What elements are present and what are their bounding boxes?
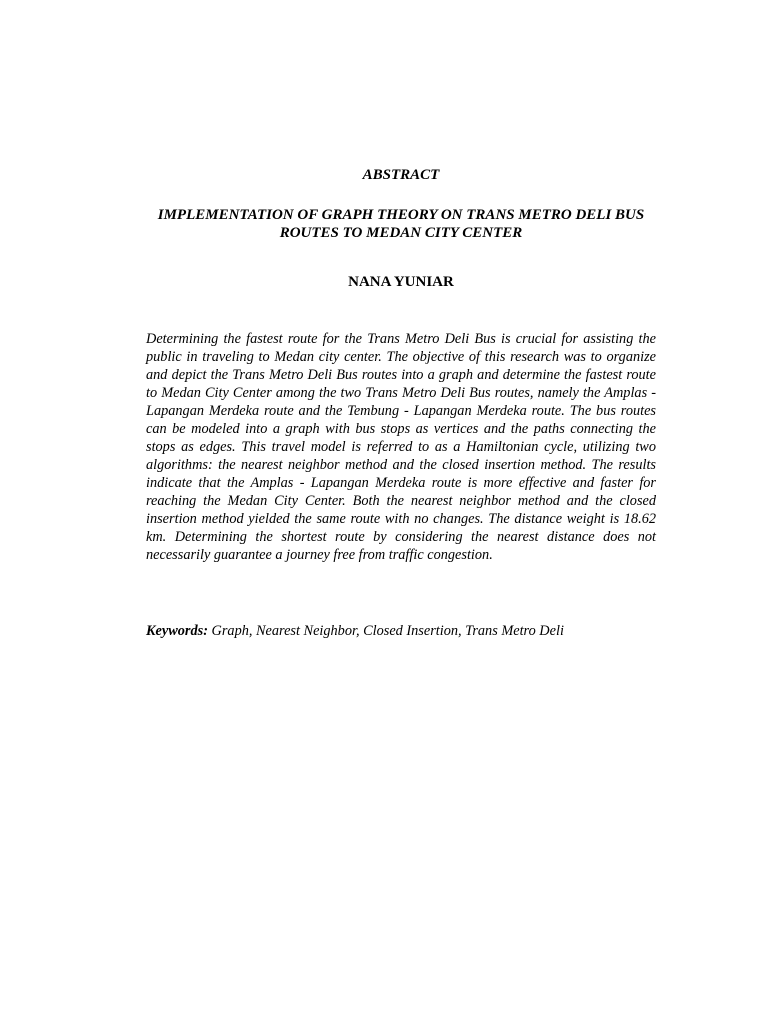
abstract-body: Determining the fastest route for the Trans Metro Deli Bus is crucial for assisting the public in traveling to Medan city center. The objective of this research was to organize and depict the Trans Metro Deli Bus routes into a graph and determine the fastest route to Medan City Center among the two Trans Metro Deli Bus routes, namely the Amplas - Lapangan Merdeka route and the Tembung - Lapangan Merdeka route. The bus routes can be modeled into a graph with bus stops as vertices and the paths connecting the stops as edges. This travel model is referred to as a Hamiltonian cycle, utilizing two algorithms: the nearest neighbor method and the closed insertion method. The results indicate that the Amplas - Lapangan Merdeka route is more effective and faster for reaching the Medan City Center. Both the nearest neighbor method and the closed insertion method yielded the same route with no changes. The distance weight is 18.62 km. Determining the shortest route by considering the nearest distance does not necessarily guarantee a journey free from traffic congestion. [146, 331, 656, 563]
abstract-heading: ABSTRACT [362, 167, 440, 183]
keywords-value: Graph, Nearest Neighbor, Closed Insertion, Trans Metro Deli [211, 623, 564, 639]
author-name: NANA YUNIAR [348, 274, 454, 290]
paper-title: IMPLEMENTATION OF GRAPH THEORY ON TRANS METRO DELI BUS ROUTES TO MEDAN CITY CENTER [157, 207, 645, 241]
keywords-line [146, 622, 656, 640]
keywords-label: Keywords: [146, 623, 208, 639]
